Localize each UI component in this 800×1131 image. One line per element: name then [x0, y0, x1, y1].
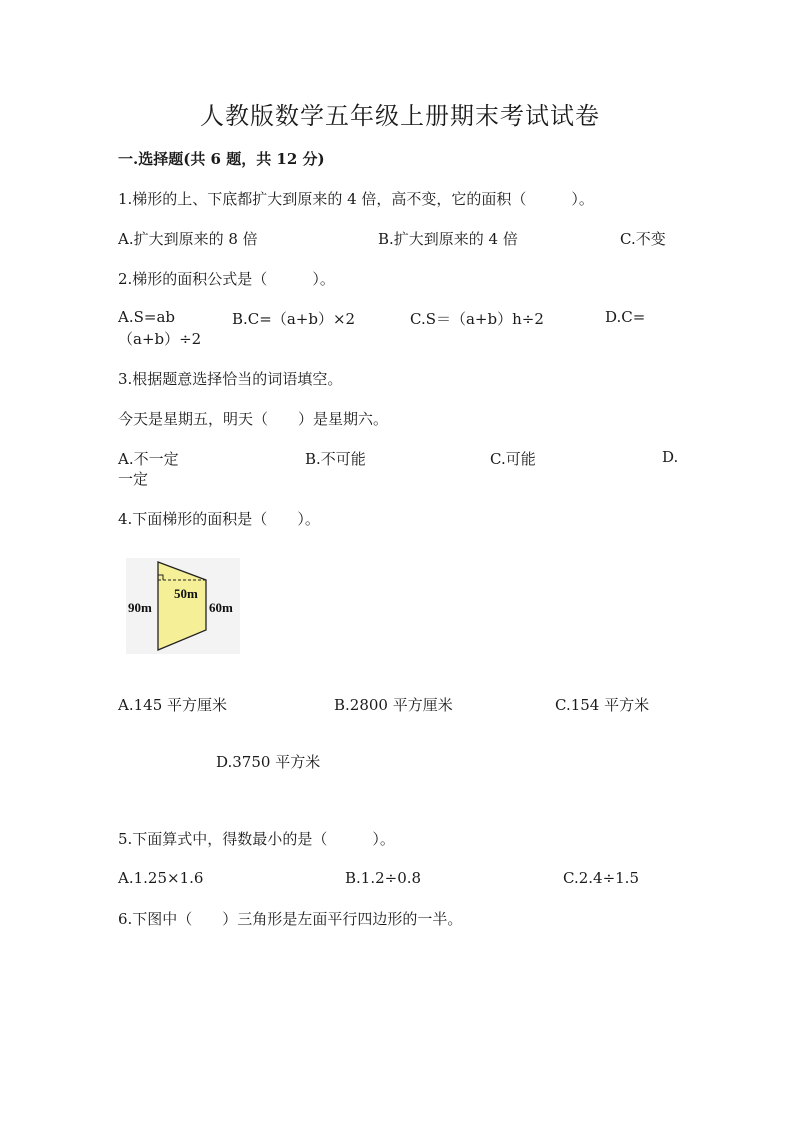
question-4-option-d: D.3750 平方米 — [216, 753, 321, 771]
question-3-option-d-continued: 一定 — [118, 470, 149, 488]
question-2-option-c: C.S＝（a+b）h÷2 — [410, 310, 544, 328]
question-1-option-a: A.扩大到原来的 8 倍 — [118, 230, 258, 248]
question-5-option-b: B.1.2÷0.8 — [345, 869, 422, 887]
left-base-label: 90m — [128, 600, 152, 615]
question-1-option-b: B.扩大到原来的 4 倍 — [378, 230, 518, 248]
question-5-option-c: C.2.4÷1.5 — [563, 869, 639, 887]
question-2-option-d-continued: （a+b）÷2 — [118, 330, 202, 348]
question-2-stem: 2.梯形的面积公式是（ ）。 — [118, 270, 335, 288]
trapezoid-figure — [126, 558, 240, 654]
section-heading: 一.选择题(共 6 题，共 12 分) — [118, 150, 325, 168]
question-4-option-a: A.145 平方厘米 — [118, 696, 227, 714]
question-4-option-c: C.154 平方米 — [555, 696, 650, 714]
question-3-option-c: C.可能 — [490, 450, 536, 468]
question-5-stem: 5.下面算式中，得数最小的是（ ）。 — [118, 830, 395, 848]
height-label: 50m — [174, 586, 198, 601]
question-1-option-c: C.不变 — [620, 230, 666, 248]
question-3-stem: 3.根据题意选择恰当的词语填空。 — [118, 370, 343, 388]
page-title: 人教版数学五年级上册期末考试试卷 — [200, 102, 600, 130]
question-5-option-a: A.1.25×1.6 — [118, 869, 204, 887]
question-2-option-d: D.C= — [605, 308, 646, 326]
question-1-stem: 1.梯形的上、下底都扩大到原来的 4 倍，高不变，它的面积（ ）。 — [118, 190, 594, 208]
question-3-option-a: A.不一定 — [118, 450, 179, 468]
question-4-stem: 4.下面梯形的面积是（ ）。 — [118, 510, 320, 528]
question-6-stem: 6.下图中（ ）三角形是左面平行四边形的一半。 — [118, 910, 463, 928]
question-3-sentence: 今天是星期五，明天（ ）是星期六。 — [118, 410, 389, 428]
right-base-label: 60m — [209, 600, 233, 615]
question-2-option-b: B.C=（a+b）×2 — [232, 310, 356, 328]
question-4-option-b: B.2800 平方厘米 — [334, 696, 453, 714]
question-2-option-a: A.S=ab — [118, 308, 175, 326]
question-3-option-b: B.不可能 — [305, 450, 366, 468]
question-3-option-d: D. — [662, 448, 679, 466]
